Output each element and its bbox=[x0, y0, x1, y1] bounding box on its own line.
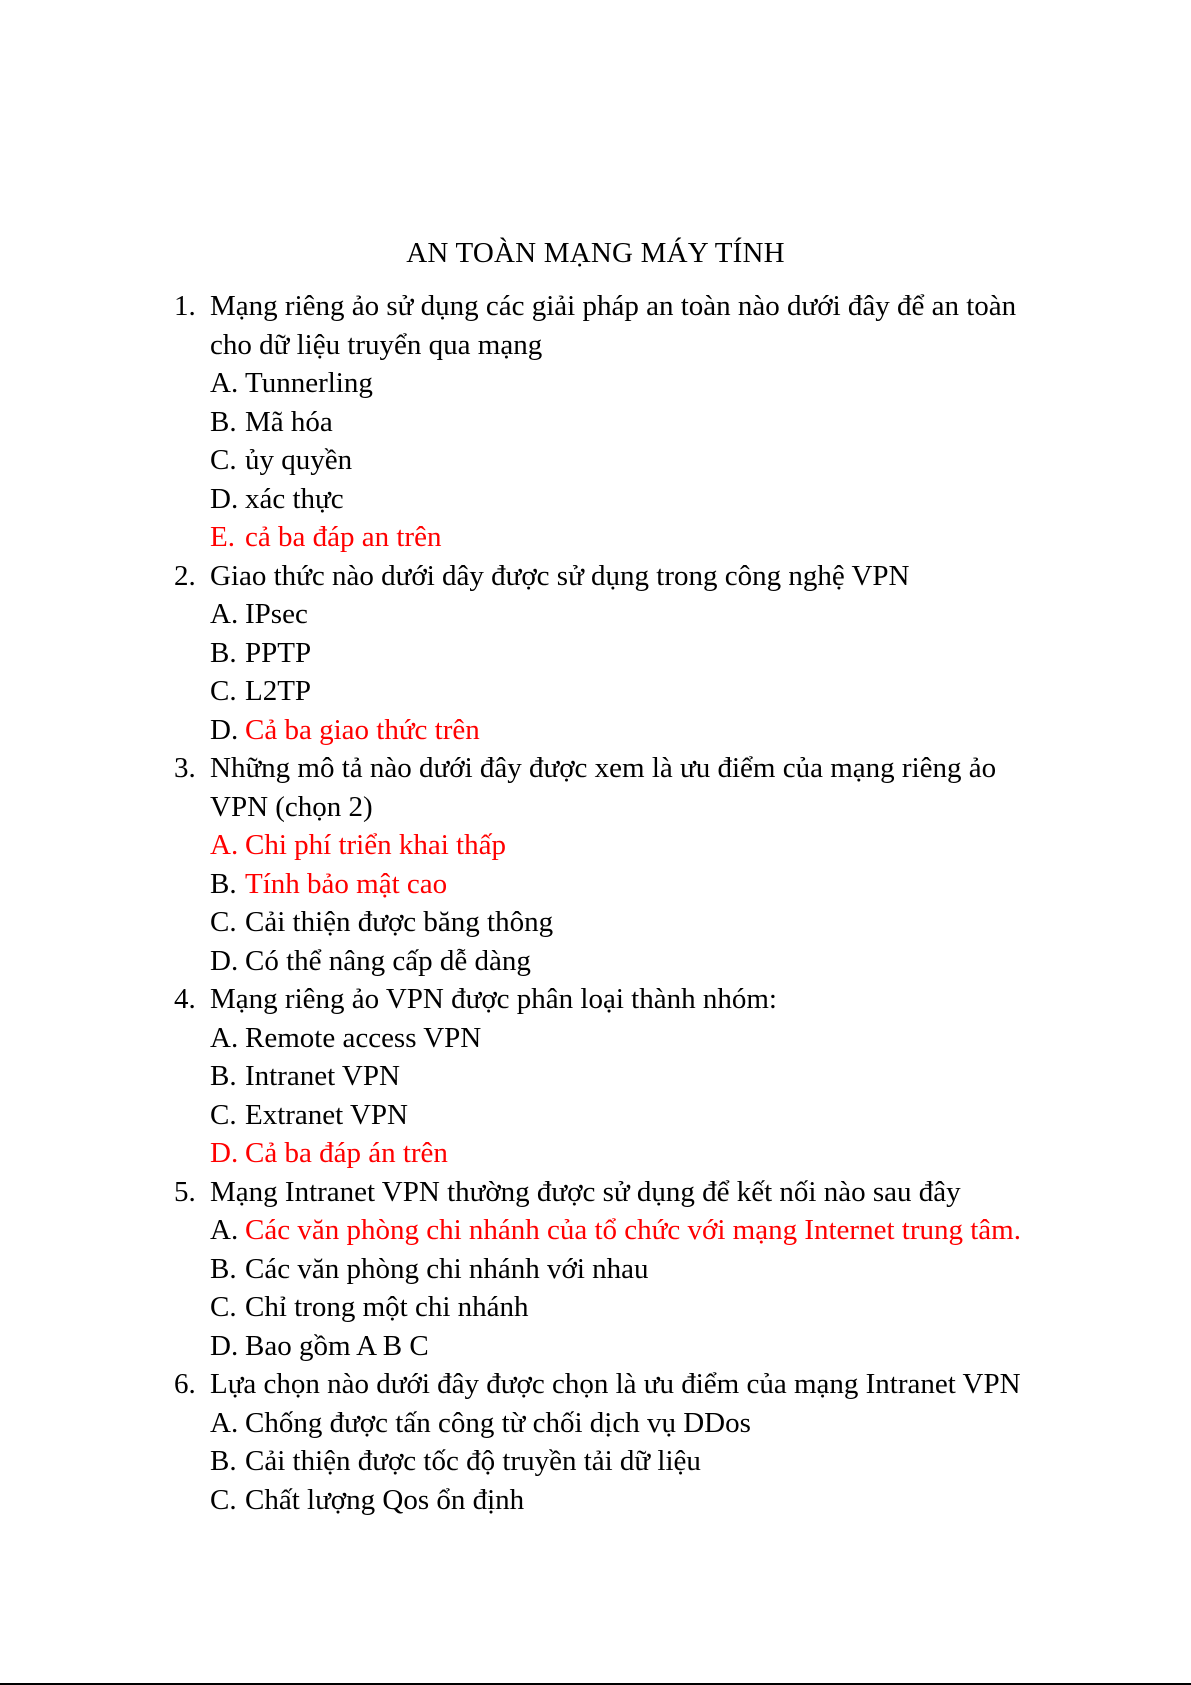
option-c bbox=[210, 441, 1024, 480]
option-letter: B. bbox=[210, 867, 237, 900]
option-letter: D. bbox=[210, 1329, 239, 1362]
option-text: Chất lượng Qos ổn định bbox=[245, 1483, 525, 1516]
option-letter: A. bbox=[210, 598, 239, 630]
option-text: PPTP bbox=[245, 636, 312, 669]
option-a bbox=[210, 595, 1024, 634]
option-e-answer bbox=[210, 518, 1024, 557]
option-text: Các văn phòng chi nhánh của tổ chức với mạng Internet trung tâm. bbox=[245, 1214, 1021, 1246]
option-text: Cả ba đáp án trên bbox=[245, 1137, 448, 1169]
option-letter: A. bbox=[210, 1214, 239, 1246]
option-letter: D. bbox=[210, 1137, 239, 1169]
question-number: 6. bbox=[174, 1368, 196, 1400]
question-text: Mạng riêng ảo VPN được phân loại thành nhóm: bbox=[210, 983, 777, 1015]
option-text: Cải thiện được tốc độ truyền tải dữ liệu bbox=[245, 1445, 701, 1477]
option-letter: E. bbox=[210, 521, 235, 553]
option-text: Tính bảo mật cao bbox=[245, 867, 448, 900]
question-number: 2. bbox=[174, 559, 196, 592]
option-letter: B. bbox=[210, 1252, 237, 1285]
option-letter: B. bbox=[210, 1060, 237, 1092]
option-b-answer bbox=[210, 865, 1024, 904]
question-6 bbox=[174, 1365, 1024, 1519]
option-letter: D. bbox=[210, 713, 239, 746]
question-text: Giao thức nào dưới dây được sử dụng trong công nghệ VPN bbox=[210, 559, 910, 592]
question-text: Lựa chọn nào dưới đây được chọn là ưu điểm của mạng Intranet VPN bbox=[210, 1368, 1021, 1400]
option-letter: A. bbox=[210, 1021, 239, 1054]
option-text: Mã hóa bbox=[245, 405, 333, 438]
option-letter: C. bbox=[210, 675, 237, 707]
option-list bbox=[210, 826, 1024, 980]
option-a bbox=[210, 364, 1024, 403]
option-letter: D. bbox=[210, 944, 239, 977]
option-b bbox=[210, 634, 1024, 673]
option-b bbox=[210, 1057, 1024, 1096]
option-letter: B. bbox=[210, 1445, 237, 1477]
option-c bbox=[210, 903, 1024, 942]
option-text: xác thực bbox=[245, 482, 344, 515]
option-text: Các văn phòng chi nhánh với nhau bbox=[245, 1252, 649, 1285]
question-number: 1. bbox=[174, 290, 196, 322]
question-list bbox=[174, 287, 1024, 1519]
question-4 bbox=[174, 980, 1024, 1173]
option-d-answer bbox=[210, 1134, 1024, 1173]
question-number: 5. bbox=[174, 1175, 196, 1208]
option-letter: A. bbox=[210, 829, 239, 861]
option-list bbox=[210, 1404, 1024, 1520]
question-3 bbox=[174, 749, 1024, 980]
question-5 bbox=[174, 1173, 1024, 1366]
option-text: Tunnerling bbox=[245, 367, 373, 399]
option-list bbox=[210, 1211, 1024, 1365]
question-1 bbox=[174, 287, 1024, 557]
option-d-answer bbox=[210, 711, 1024, 750]
option-letter: A. bbox=[210, 1406, 239, 1439]
option-letter: C. bbox=[210, 1291, 237, 1323]
option-list bbox=[210, 1019, 1024, 1173]
option-b bbox=[210, 1250, 1024, 1289]
option-list bbox=[210, 364, 1024, 557]
option-c bbox=[210, 1288, 1024, 1327]
option-c bbox=[210, 1096, 1024, 1135]
option-text: Chống được tấn công từ chối dịch vụ DDos bbox=[245, 1406, 751, 1439]
question-text: Những mô tả nào dưới đây được xem là ưu điểm của mạng riêng ảo VPN (chọn 2) bbox=[210, 752, 997, 823]
option-letter: B. bbox=[210, 405, 237, 438]
option-letter: B. bbox=[210, 636, 237, 669]
option-b bbox=[210, 1442, 1024, 1481]
option-text: ủy quyền bbox=[245, 444, 353, 476]
question-text: Mạng riêng ảo sử dụng các giải pháp an toàn nào dưới đây để an toàn cho dữ liệu truyển qua mạng bbox=[210, 290, 1017, 361]
option-text: Chỉ trong một chi nhánh bbox=[245, 1291, 529, 1323]
option-text: IPsec bbox=[245, 598, 308, 630]
option-letter: C. bbox=[210, 1098, 237, 1131]
option-text: Có thể nâng cấp dễ dàng bbox=[245, 944, 531, 977]
option-text: Intranet VPN bbox=[245, 1060, 400, 1092]
option-a-answer bbox=[210, 1211, 1024, 1250]
question-number: 4. bbox=[174, 983, 196, 1015]
option-list bbox=[210, 595, 1024, 749]
option-d bbox=[210, 1327, 1024, 1366]
option-text: Chi phí triển khai thấp bbox=[245, 829, 506, 861]
option-letter: A. bbox=[210, 367, 239, 399]
option-a bbox=[210, 1404, 1024, 1443]
option-text: Bao gồm A B C bbox=[245, 1329, 429, 1362]
option-text: cả ba đáp an trên bbox=[245, 521, 442, 553]
option-text: Cả ba giao thức trên bbox=[245, 713, 480, 746]
option-d bbox=[210, 480, 1024, 519]
option-letter: C. bbox=[210, 906, 237, 938]
question-text: Mạng Intranet VPN thường được sử dụng để kết nối nào sau đây bbox=[210, 1175, 961, 1208]
question-2 bbox=[174, 557, 1024, 750]
question-number: 3. bbox=[174, 752, 196, 784]
option-b bbox=[210, 403, 1024, 442]
option-text: Cải thiện được băng thông bbox=[245, 906, 554, 938]
option-a bbox=[210, 1019, 1024, 1058]
document-title: AN TOÀN MẠNG MÁY TÍNH bbox=[406, 237, 785, 269]
option-c bbox=[210, 1481, 1024, 1520]
option-text: Extranet VPN bbox=[245, 1098, 408, 1131]
option-letter: C. bbox=[210, 1483, 237, 1516]
option-letter: D. bbox=[210, 482, 239, 515]
option-d bbox=[210, 942, 1024, 981]
option-letter: C. bbox=[210, 444, 237, 476]
option-c bbox=[210, 672, 1024, 711]
option-a-answer bbox=[210, 826, 1024, 865]
option-text: Remote access VPN bbox=[245, 1021, 482, 1054]
option-text: L2TP bbox=[245, 675, 312, 707]
